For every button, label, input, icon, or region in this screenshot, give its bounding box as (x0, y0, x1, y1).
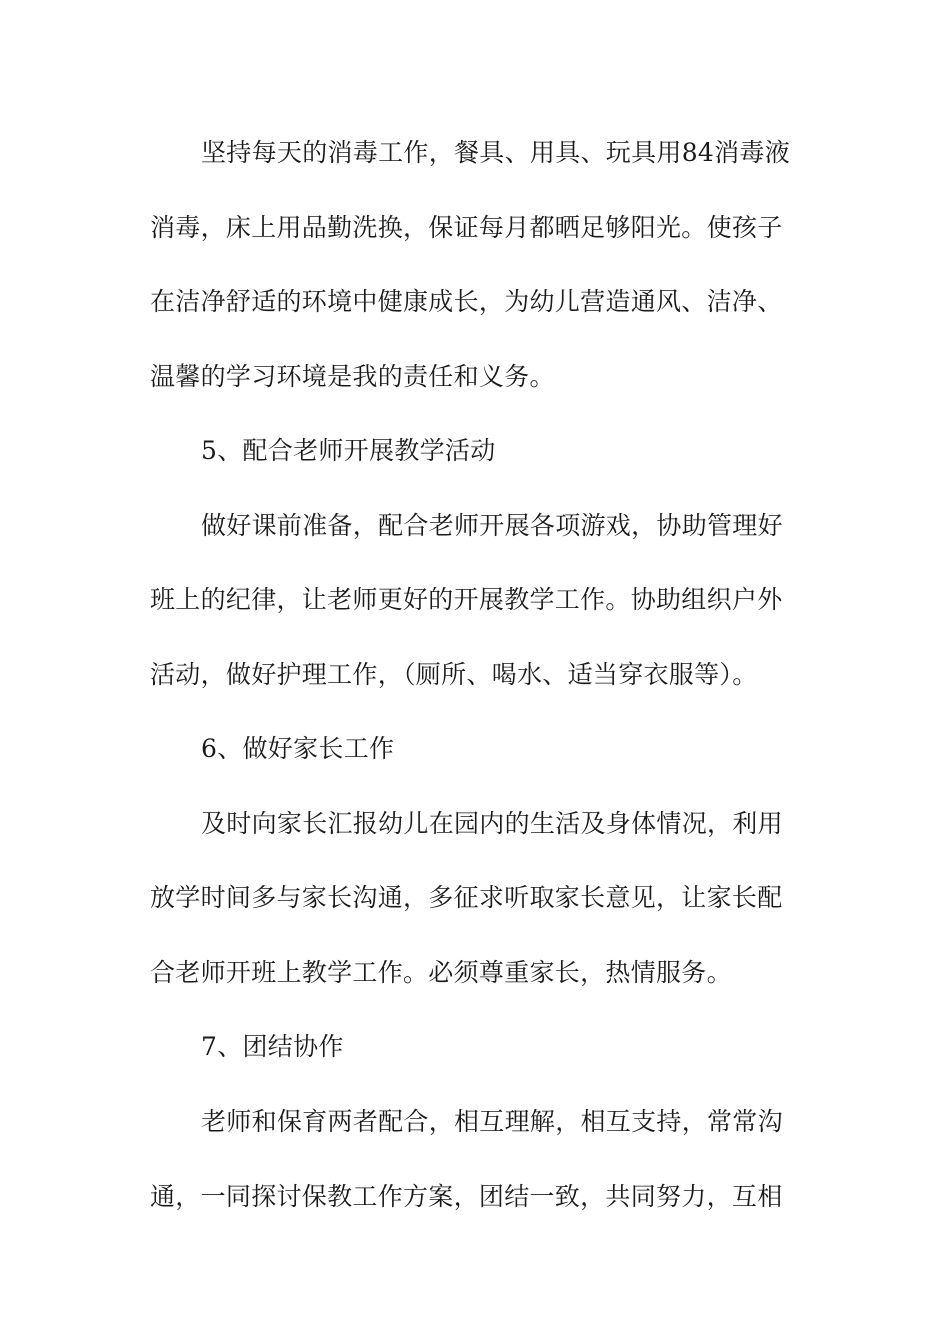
paragraph-line: 在洁净舒适的环境中健康成长，为幼儿营造通风、洁净、 (150, 287, 783, 316)
section-heading: 6、做好家长工作 (201, 734, 395, 763)
paragraph-line: 消毒，床上用品勤洗换，保证每月都晒足够阳光。使孩子 (150, 213, 783, 242)
paragraph-line: 温馨的学习环境是我的责任和义务。 (150, 362, 555, 391)
paragraph-line: 做好课前准备，配合老师开展各项游戏，协助管理好 (201, 511, 783, 540)
paragraph-line: 及时向家长汇报幼儿在园内的生活及身体情况，利用 (201, 809, 783, 838)
paragraph-line: 通，一同探讨保教工作方案，团结一致，共同努力，互相 (150, 1182, 783, 1211)
section-heading: 7、团结协作 (201, 1032, 344, 1061)
paragraph-line: 老师和保育两者配合，相互理解，相互支持，常常沟 (201, 1107, 783, 1136)
section-heading: 5、配合老师开展教学活动 (201, 436, 496, 465)
paragraph-line: 班上的纪律，让老师更好的开展教学工作。协助组织户外 (150, 585, 783, 614)
paragraph-line: 活动，做好护理工作，（厕所、喝水、适当穿衣服等）。 (150, 660, 758, 689)
paragraph-line: 合老师开班上教学工作。必须尊重家长，热情服务。 (150, 958, 732, 987)
paragraph-line: 放学时间多与家长沟通，多征求听取家长意见，让家长配 (150, 883, 783, 912)
paragraph-line: 坚持每天的消毒工作，餐具、用具、玩具用84消毒液 (201, 138, 791, 167)
